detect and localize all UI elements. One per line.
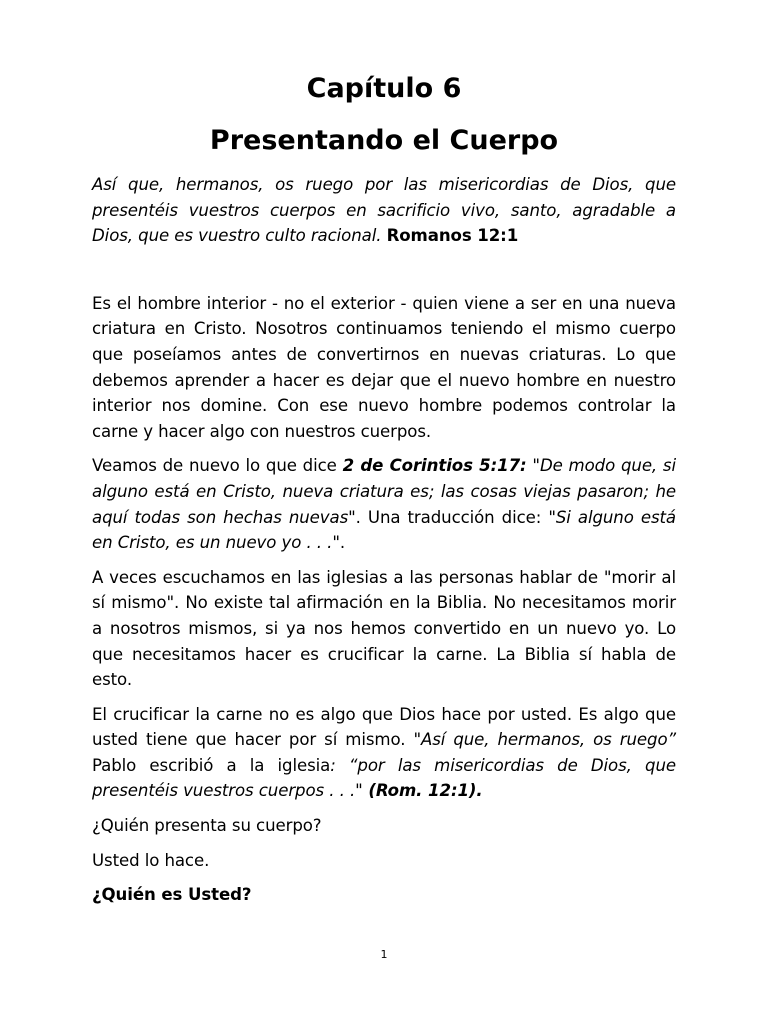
epigraph-verse — [92, 172, 676, 249]
page-number: 1 — [380, 948, 388, 961]
paragraph-2-reference: 2 de Corintios 5:17: — [342, 456, 527, 476]
paragraph-4 — [92, 702, 676, 804]
epigraph-reference: Romanos 12:1 — [386, 226, 519, 246]
paragraph-2-end: . — [339, 533, 346, 553]
paragraph-7: ¿Quién es Usted? — [92, 885, 252, 905]
paragraph-4-quote2: : “por las misericordias de Dios, que presentéis vuestros cuerpos . . ." — [92, 755, 676, 801]
paragraph-2-quote: "De modo que, si alguno está en Cristo, nueva criatura es; las cosas viejas pasaron; he aquí todas son hechas nuevas" — [92, 456, 676, 527]
chapter-title: Presentando el Cuerpo — [209, 125, 559, 156]
paragraph-6: Usted lo hace. — [92, 850, 210, 870]
paragraph-2-intro: Veamos de nuevo lo que dice — [92, 456, 343, 476]
paragraph-4-reference: (Rom. 12:1). — [362, 781, 483, 801]
paragraph-2-middle: . Una traducción dice: — [355, 507, 549, 527]
paragraph-4-intro: El crucificar la carne no es algo que Dios hace por usted. Es algo que usted tiene que hacer por sí mismo. — [92, 704, 676, 750]
paragraph-2-quote2: "Si alguno está en Cristo, es un nuevo yo . . ." — [92, 507, 676, 553]
paragraph-2 — [92, 453, 676, 555]
epigraph-text: Así que, hermanos, os ruego por las misericordias de Dios, que presentéis vuestros cuerpos en sacrificio vivo, santo, agradable a Dios, que es vuestro culto racional. — [92, 175, 676, 246]
paragraph-4-middle: Pablo escribió a la iglesia — [92, 755, 331, 775]
paragraph-5: ¿Quién presenta su cuerpo? — [92, 816, 322, 836]
paragraph-1: Es el hombre interior - no el exterior - quien viene a ser en una nueva criatura en Cristo. Nosotros continuamos teniendo el mismo cuerpo que poseíamos antes de convertirnos en nuevas criaturas. Lo que debemos aprender a hacer es dejar que el nuevo hombre en nuestro interior nos domine. Con ese nuevo hombre podemos controlar la carne y hacer algo con nuestros cuerpos. — [92, 293, 676, 441]
chapter-heading: Capítulo 6 — [306, 73, 462, 104]
paragraph-4-quote1: "Así que, hermanos, os ruego” — [413, 730, 676, 750]
paragraph-3: A veces escuchamos en las iglesias a las personas hablar de "morir al sí mismo". No existe tal afirmación en la Biblia. No necesitamos morir a nosotros mismos, si ya nos hemos convertido en un nuevo yo. Lo que necesitamos hacer es crucificar la carne. La Biblia sí habla de esto. — [92, 567, 676, 690]
